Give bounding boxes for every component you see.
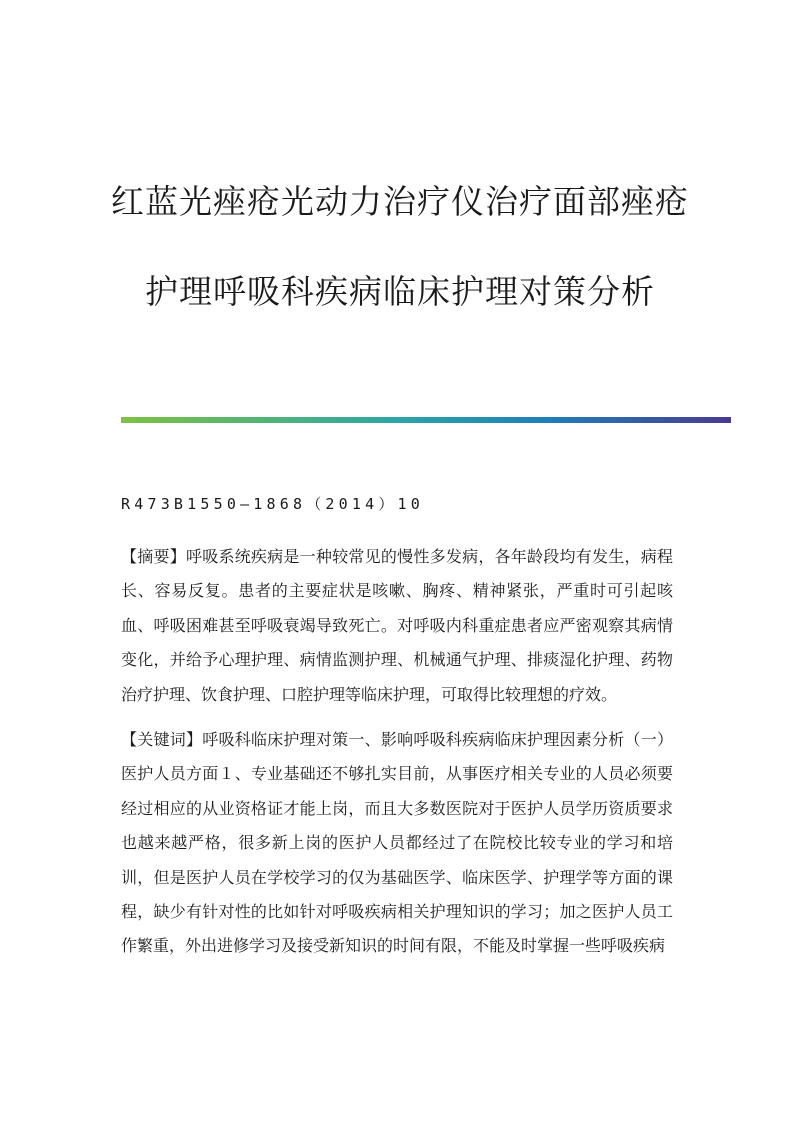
title-line-1: 红蓝光痤疮光动力治疗仪治疗面部痤疮 [111,182,689,221]
abstract-text: 呼吸系统疾病是一种较常见的慢性多发病，各年龄段均有发生，病程长、容易反复。患者的主要症状是咳嗽、胸疼、精神紧张，严重时可引起咳血、呼吸困难甚至呼吸衰竭导致死亡。对呼吸内科重症患者应严密观察其病情变化，并给予心理护理、病情监测护理、机械通气护理、排痰湿化护理、药物治疗护理、饮食护理、口腔护理等临床护理，可取得比较理想的疗效。 [121,547,673,704]
keywords-text: 呼吸科临床护理对策一、影响呼吸科疾病临床护理因素分析（一）医护人员方面１、专业基础还不够扎实目前，从事医疗相关专业的人员必须要经过相应的从业资格证才能上岗，而且大多数医院对于医护人员学历资质要求也越来越严格，很多新上岗的医护人员都经过了在院校比较专业的学习和培训，但是医护人员在学校学习的仅为基础医学、临床医学、护理学等方面的课程，缺少有针对性的比如针对呼吸疾病相关护理知识的学习；加之医护人员工作繁重，外出进修学习及接受新知识的时间有限，不能及时掌握一些呼吸疾病 [121,730,673,956]
classification-code: R473B1550—1868（2014）10 [121,495,425,513]
document-body [121,540,673,964]
title-line-2: 护理呼吸科疾病临床护理对策分析 [145,272,655,311]
abstract-paragraph [121,540,673,712]
keywords-paragraph [121,723,673,964]
document-title [0,180,800,314]
gradient-divider [121,417,731,423]
keywords-label: 【关键词】 [121,730,203,750]
abstract-label: 【摘要】 [121,547,186,566]
